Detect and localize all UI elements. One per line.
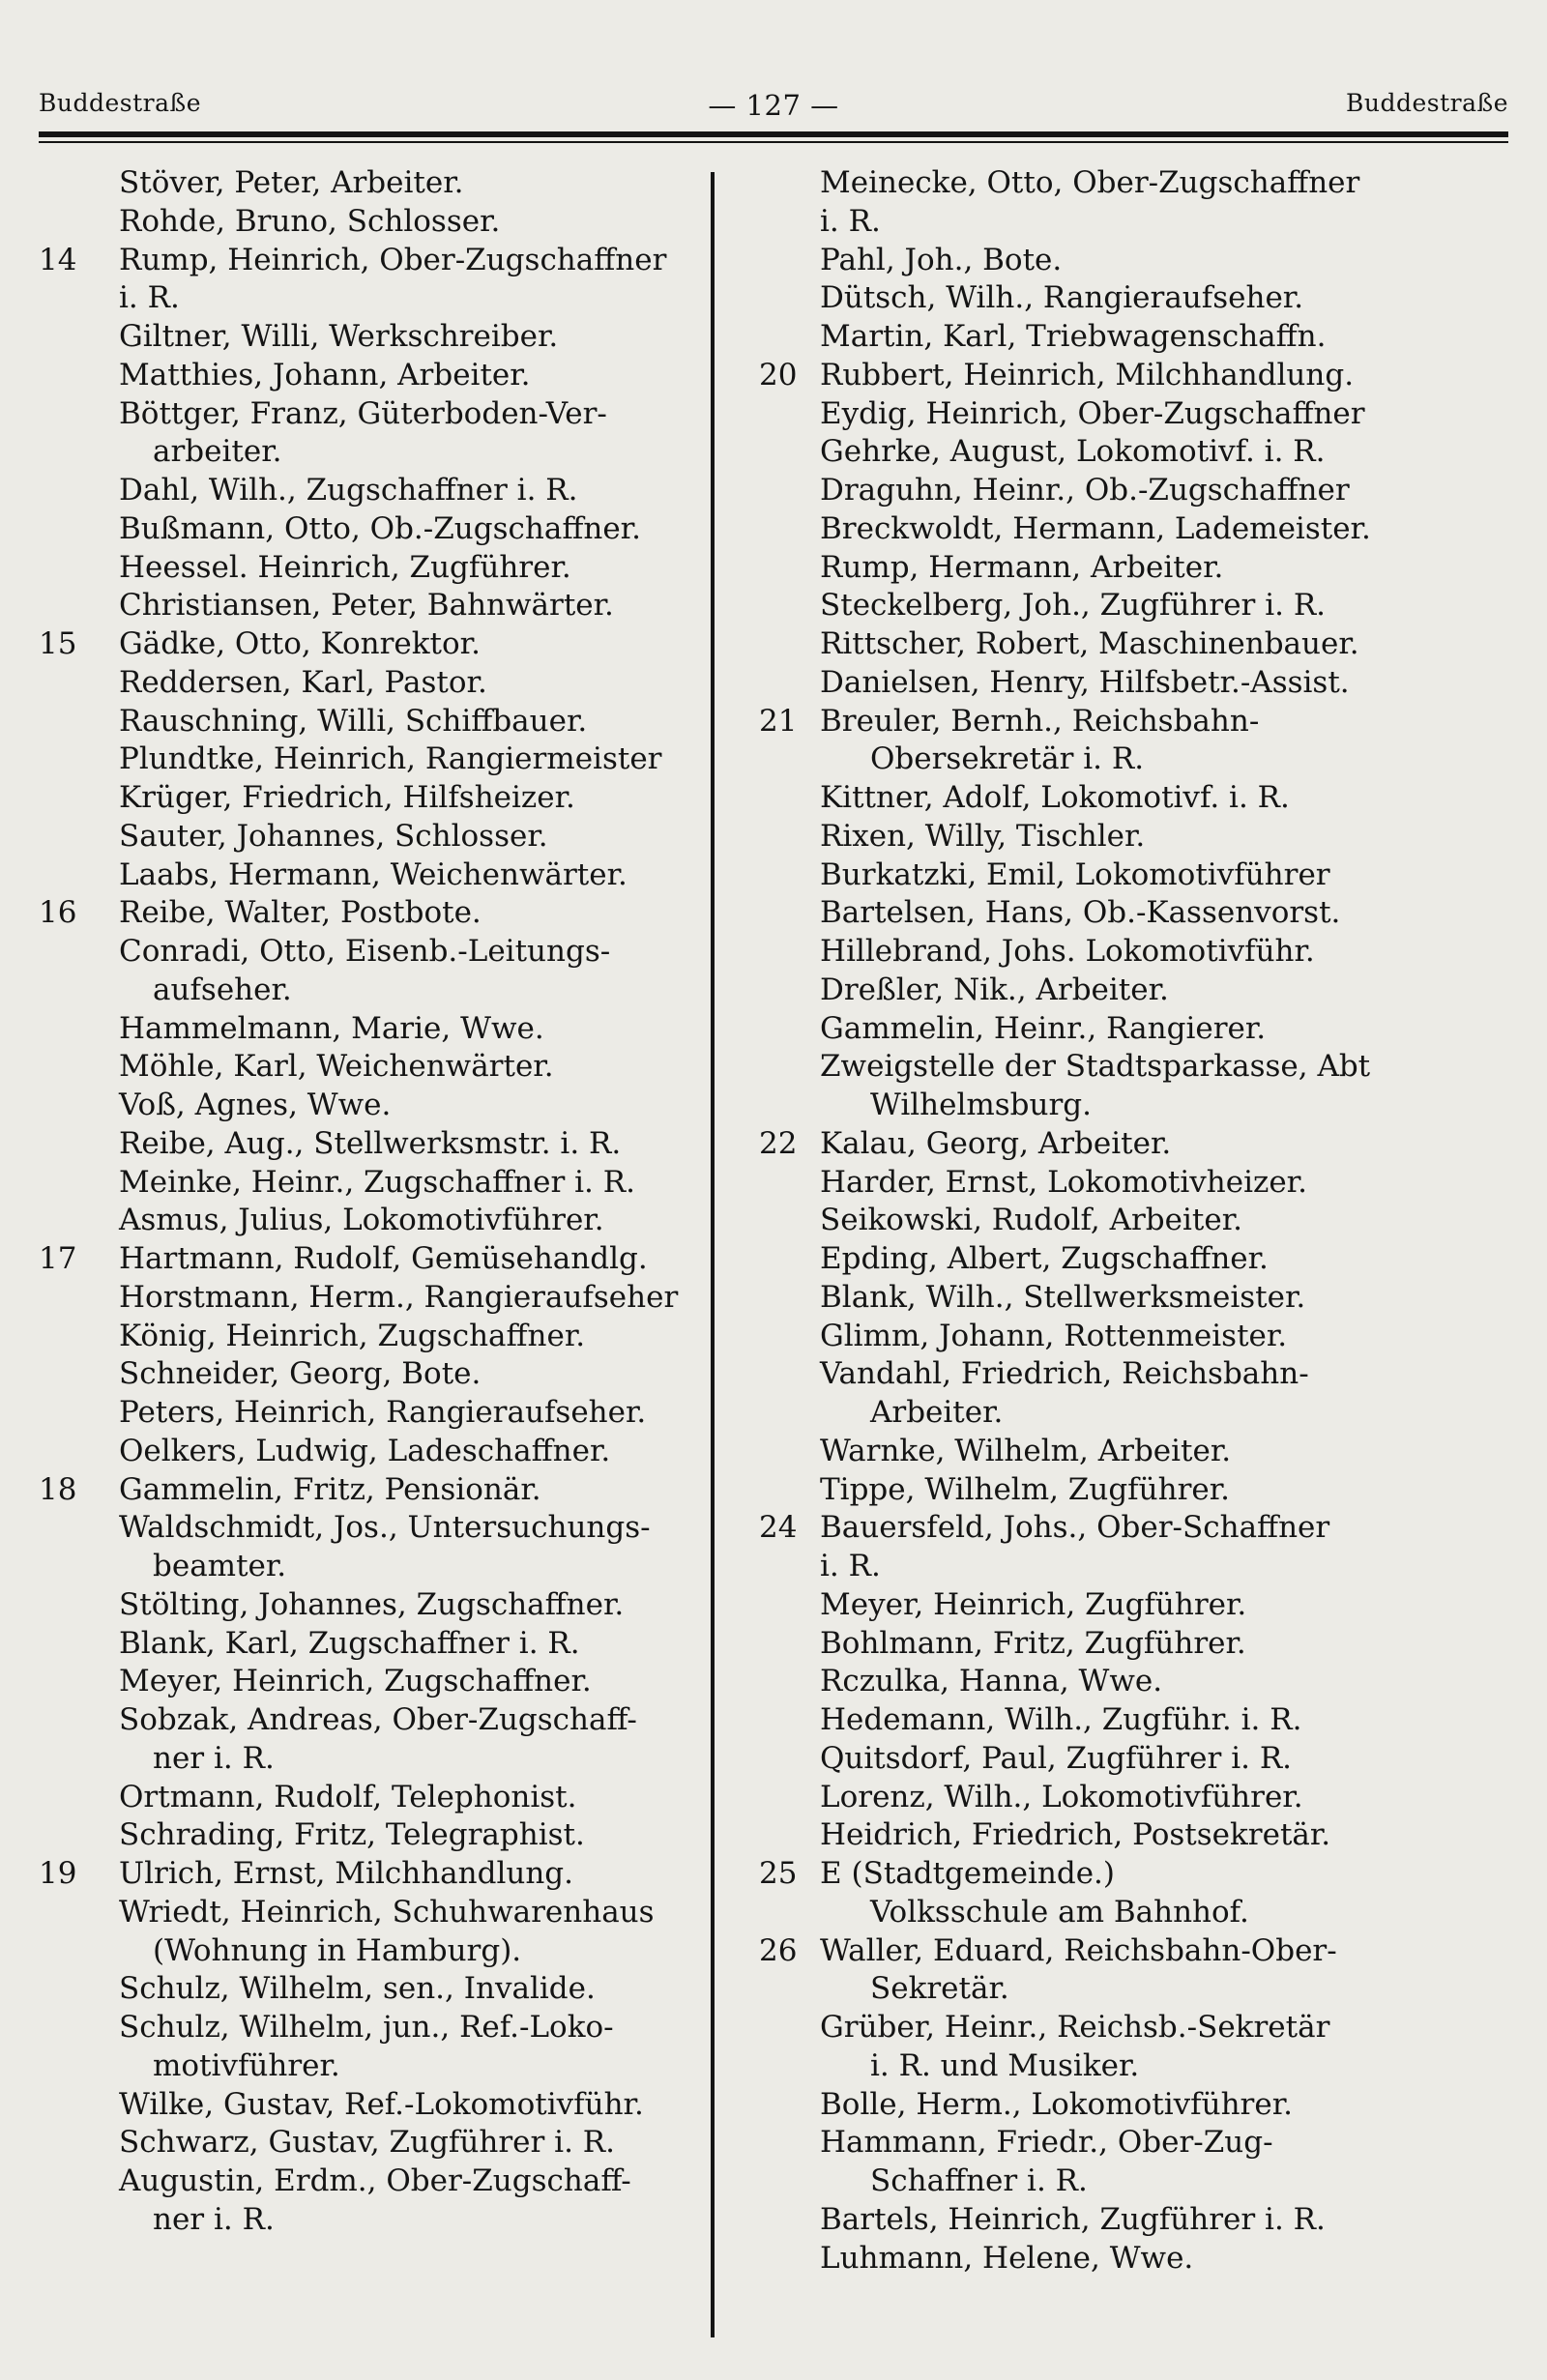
entry-text: Burkatzki, Emil, Lokomotivführer xyxy=(820,856,1330,892)
entry-text: Dütsch, Wilh., Rangieraufseher. xyxy=(820,280,1304,316)
entry-text: motivführer. xyxy=(153,2047,340,2083)
entry-text: Hedemann, Wilh., Zugführ. i. R. xyxy=(820,1702,1302,1737)
directory-entry xyxy=(39,818,706,856)
entry-text: Wilke, Gustav, Ref.-Lokomotivführ. xyxy=(119,2086,644,2122)
page-number: — 127 — xyxy=(708,89,839,122)
entry-text: Lorenz, Wilh., Lokomotivführer. xyxy=(820,1779,1303,1814)
entry-text: Sauter, Johannes, Schlosser. xyxy=(119,818,548,854)
directory-entry xyxy=(39,1779,706,1817)
entry-text: Reddersen, Karl, Pastor. xyxy=(119,664,487,700)
entry-text: Tippe, Wilhelm, Zugführer. xyxy=(820,1471,1230,1507)
entry-text: Sekretär. xyxy=(870,1971,1009,2007)
directory-entry xyxy=(754,1318,1518,1356)
entry-text: Warnke, Wilhelm, Arbeiter. xyxy=(820,1433,1232,1468)
entry-text: Rczulka, Hanna, Wwe. xyxy=(820,1664,1163,1699)
directory-entry xyxy=(39,2162,706,2201)
directory-entry xyxy=(39,587,706,625)
directory-entry xyxy=(754,472,1518,510)
entry-text: Seikowski, Rudolf, Arbeiter. xyxy=(820,1203,1242,1238)
entry-text: Plundtke, Heinrich, Rangiermeister xyxy=(119,741,662,777)
column-divider xyxy=(711,172,715,2337)
entry-text: Horstmann, Herm., Rangieraufseher xyxy=(119,1279,679,1315)
right-column xyxy=(754,164,1518,2278)
directory-entry xyxy=(754,2009,1518,2047)
directory-entry xyxy=(754,894,1518,933)
house-number: 21 xyxy=(759,703,798,739)
directory-entry xyxy=(754,1701,1518,1740)
entry-text: Rump, Hermann, Arbeiter. xyxy=(820,549,1224,585)
entry-text: Quitsdorf, Paul, Zugführer i. R. xyxy=(820,1740,1293,1776)
directory-entry xyxy=(754,856,1518,895)
entry-text: Ortmann, Rudolf, Telephonist. xyxy=(119,1779,577,1814)
directory-entry xyxy=(39,1433,706,1471)
entry-text: i. R. und Musiker. xyxy=(870,2047,1140,2083)
directory-entry xyxy=(754,1355,1518,1394)
entry-text: Schwarz, Gustav, Zugführer i. R. xyxy=(119,2125,615,2161)
entry-text: Asmus, Julius, Lokomotivführer. xyxy=(119,1203,604,1238)
directory-entry xyxy=(39,1932,706,1971)
entry-text: Reibe, Aug., Stellwerksmstr. i. R. xyxy=(119,1125,622,1161)
entry-text: Draguhn, Heinr., Ob.-Zugschaffner xyxy=(820,473,1350,508)
entry-text: König, Heinrich, Zugschaffner. xyxy=(119,1318,586,1353)
header-street-left: Buddestraße xyxy=(39,89,201,117)
house-number: 26 xyxy=(759,1932,798,1968)
entry-text: Wilhelmsburg. xyxy=(870,1088,1093,1122)
entry-text: Augustin, Erdm., Ober-Zugschaff- xyxy=(119,2163,631,2198)
directory-entry xyxy=(754,779,1518,818)
directory-entry xyxy=(754,1894,1518,1932)
directory-entry xyxy=(754,2047,1518,2086)
entry-text: Rittscher, Robert, Maschinenbauer. xyxy=(820,626,1359,661)
directory-entry xyxy=(39,1816,706,1855)
house-number: 18 xyxy=(39,1471,77,1507)
house-number: 25 xyxy=(759,1856,798,1891)
directory-entry xyxy=(39,1471,706,1510)
entry-text: Gammelin, Fritz, Pensionär. xyxy=(119,1471,541,1507)
directory-entry xyxy=(39,740,706,779)
house-number: 17 xyxy=(39,1241,77,1276)
entry-text: Conradi, Otto, Eisenb.-Leitungs- xyxy=(119,934,611,969)
directory-entry xyxy=(39,1970,706,2009)
directory-entry xyxy=(754,433,1518,472)
entry-text: Peters, Heinrich, Rangieraufseher. xyxy=(119,1395,647,1430)
directory-entry xyxy=(754,2201,1518,2240)
entry-text: Bußmann, Otto, Ob.-Zugschaffner. xyxy=(119,510,641,546)
directory-entry xyxy=(754,2124,1518,2162)
entry-text: Schulz, Wilhelm, jun., Ref.-Loko- xyxy=(119,2010,614,2045)
directory-entry xyxy=(754,1816,1518,1855)
entry-text: Danielsen, Henry, Hilfsbetr.-Assist. xyxy=(820,664,1350,700)
directory-entry xyxy=(754,1202,1518,1240)
directory-entry xyxy=(39,1164,706,1203)
entry-text: Ulrich, Ernst, Milchhandlung. xyxy=(119,1856,573,1891)
entry-text: Voß, Agnes, Wwe. xyxy=(119,1088,392,1122)
directory-entry xyxy=(754,818,1518,856)
directory-entry xyxy=(754,1625,1518,1664)
house-number: 15 xyxy=(39,626,77,661)
directory-entry xyxy=(754,1932,1518,1971)
entry-text: Matthies, Johann, Arbeiter. xyxy=(119,357,531,392)
house-number: 16 xyxy=(39,895,77,931)
directory-entry xyxy=(754,1125,1518,1164)
entry-text: Hartmann, Rudolf, Gemüsehandlg. xyxy=(119,1241,648,1276)
directory-entry xyxy=(754,1164,1518,1203)
directory-entry xyxy=(39,549,706,588)
entry-text: Bartels, Heinrich, Zugführer i. R. xyxy=(820,2201,1326,2237)
directory-entry xyxy=(39,625,706,664)
header-rule-thin xyxy=(39,141,1508,143)
entry-text: Blank, Karl, Zugschaffner i. R. xyxy=(119,1625,580,1661)
entry-text: E (Stadtgemeinde.) xyxy=(820,1856,1116,1891)
directory-entry xyxy=(754,933,1518,972)
entry-text: Breckwoldt, Hermann, Lademeister. xyxy=(820,510,1371,546)
entry-text: Pahl, Joh., Bote. xyxy=(820,242,1063,277)
directory-entry xyxy=(39,279,706,318)
header-street-right: Buddestraße xyxy=(1346,89,1508,117)
entry-text: Oelkers, Ludwig, Ladeschaffner. xyxy=(119,1433,611,1468)
directory-entry xyxy=(39,664,706,703)
entry-text: (Wohnung in Hamburg). xyxy=(153,1932,522,1968)
entry-text: Meyer, Heinrich, Zugführer. xyxy=(820,1586,1247,1622)
entry-text: Hammann, Friedr., Ober-Zug- xyxy=(820,2125,1273,2161)
entry-text: Dreßler, Nik., Arbeiter. xyxy=(820,972,1169,1007)
directory-entry xyxy=(39,972,706,1010)
directory-entry xyxy=(39,1279,706,1318)
directory-entry xyxy=(754,740,1518,779)
directory-entry xyxy=(754,1548,1518,1586)
directory-entry xyxy=(754,279,1518,318)
entry-text: Blank, Wilh., Stellwerksmeister. xyxy=(820,1279,1306,1315)
entry-text: Dahl, Wilh., Zugschaffner i. R. xyxy=(119,473,578,508)
directory-entry xyxy=(39,1010,706,1049)
directory-entry xyxy=(39,433,706,472)
directory-entry xyxy=(39,164,706,203)
entry-text: beamter. xyxy=(153,1549,287,1583)
directory-entry xyxy=(39,1740,706,1779)
house-number: 22 xyxy=(759,1125,798,1161)
entry-text: Rauschning, Willi, Schiffbauer. xyxy=(119,703,588,739)
directory-entry xyxy=(754,1586,1518,1625)
entry-text: Kittner, Adolf, Lokomotivf. i. R. xyxy=(820,780,1290,815)
directory-entry xyxy=(754,318,1518,357)
directory-entry xyxy=(754,510,1518,549)
entry-text: Schulz, Wilhelm, sen., Invalide. xyxy=(119,1971,596,2007)
directory-entry xyxy=(754,972,1518,1010)
directory-entry xyxy=(39,894,706,933)
directory-entry xyxy=(39,2201,706,2240)
entry-text: Hammelmann, Marie, Wwe. xyxy=(119,1010,544,1046)
entry-text: Grüber, Heinr., Reichsb.-Sekretär xyxy=(820,2010,1330,2045)
directory-entry xyxy=(754,1855,1518,1894)
directory-entry xyxy=(754,664,1518,703)
directory-entry xyxy=(39,1355,706,1394)
entry-text: Rubbert, Heinrich, Milchhandlung. xyxy=(820,357,1355,392)
entry-text: Glimm, Johann, Rottenmeister. xyxy=(820,1318,1288,1353)
directory-entry xyxy=(39,242,706,280)
entry-text: Obersekretär i. R. xyxy=(870,741,1145,777)
directory-entry xyxy=(39,510,706,549)
directory-entry xyxy=(754,1279,1518,1318)
entry-text: Krüger, Friedrich, Hilfsheizer. xyxy=(119,780,575,815)
entry-text: Eydig, Heinrich, Ober-Zugschaffner xyxy=(820,395,1365,431)
directory-entry xyxy=(39,1318,706,1356)
directory-entry xyxy=(754,1394,1518,1433)
entry-text: Stöver, Peter, Arbeiter. xyxy=(119,165,464,200)
directory-entry xyxy=(754,1509,1518,1548)
entry-text: Kalau, Georg, Arbeiter. xyxy=(820,1125,1172,1161)
entry-text: Epding, Albert, Zugschaffner. xyxy=(820,1241,1269,1276)
house-number: 24 xyxy=(759,1510,798,1546)
directory-entry xyxy=(39,1701,706,1740)
entry-text: Heidrich, Friedrich, Postsekretär. xyxy=(820,1817,1331,1853)
directory-entry xyxy=(754,203,1518,242)
header-rule-thick xyxy=(39,131,1508,137)
directory-entry xyxy=(754,1010,1518,1049)
entry-text: Rixen, Willy, Tischler. xyxy=(820,818,1146,854)
entry-text: Volksschule am Bahnhof. xyxy=(870,1894,1249,1930)
entry-text: Rohde, Bruno, Schlosser. xyxy=(119,203,501,239)
entry-text: Möhle, Karl, Weichenwärter. xyxy=(119,1049,554,1085)
entry-text: i. R. xyxy=(820,1549,881,1583)
house-number: 19 xyxy=(39,1856,77,1891)
entry-text: Bauersfeld, Johs., Ober-Schaffner xyxy=(820,1510,1330,1546)
house-number: 14 xyxy=(39,242,77,277)
entry-text: Waldschmidt, Jos., Untersuchungs- xyxy=(119,1510,651,1546)
directory-entry xyxy=(39,357,706,395)
directory-entry xyxy=(754,2240,1518,2278)
directory-entry xyxy=(754,1779,1518,1817)
directory-entry xyxy=(39,1509,706,1548)
entry-text: Schrading, Fritz, Telegraphist. xyxy=(119,1817,585,1853)
directory-entry xyxy=(39,856,706,895)
directory-entry xyxy=(39,2086,706,2125)
directory-entry xyxy=(39,472,706,510)
directory-entry xyxy=(754,1471,1518,1510)
directory-entry xyxy=(754,1087,1518,1125)
entry-text: Wriedt, Heinrich, Schuhwarenhaus xyxy=(119,1894,655,1930)
entry-text: Zweigstelle der Stadtsparkasse, Abt xyxy=(820,1049,1371,1085)
directory-entry xyxy=(754,1240,1518,1279)
entry-text: ner i. R. xyxy=(153,1740,275,1776)
directory-entry xyxy=(39,933,706,972)
directory-entry xyxy=(754,625,1518,664)
entry-text: ner i. R. xyxy=(153,2201,275,2237)
directory-entry xyxy=(754,395,1518,434)
entry-text: Laabs, Hermann, Weichenwärter. xyxy=(119,856,628,892)
house-number: 20 xyxy=(759,357,798,392)
entry-text: Schneider, Georg, Bote. xyxy=(119,1356,482,1392)
directory-entry xyxy=(754,1433,1518,1471)
directory-entry xyxy=(754,549,1518,588)
left-column xyxy=(39,164,706,2240)
directory-entry xyxy=(754,242,1518,280)
entry-text: Gädke, Otto, Konrektor. xyxy=(119,626,481,661)
entry-text: Schaffner i. R. xyxy=(870,2163,1088,2198)
entry-text: i. R. xyxy=(119,280,180,316)
directory-entry xyxy=(39,2009,706,2047)
entry-text: Gammelin, Heinr., Rangierer. xyxy=(820,1010,1267,1046)
entry-text: Meinecke, Otto, Ober-Zugschaffner xyxy=(820,165,1360,200)
directory-entry xyxy=(754,357,1518,395)
directory-entry xyxy=(39,1548,706,1586)
entry-text: Rump, Heinrich, Ober-Zugschaffner xyxy=(119,242,667,277)
entry-text: aufseher. xyxy=(153,972,292,1007)
directory-entry xyxy=(754,164,1518,203)
entry-text: Gehrke, August, Lokomotivf. i. R. xyxy=(820,434,1326,470)
directory-entry xyxy=(754,2086,1518,2125)
entry-text: Reibe, Walter, Postbote. xyxy=(119,895,482,931)
directory-entry xyxy=(39,1625,706,1664)
entry-text: Giltner, Willi, Werkschreiber. xyxy=(119,319,559,354)
entry-text: Breuler, Bernh., Reichsbahn- xyxy=(820,703,1260,739)
entry-text: Meyer, Heinrich, Zugschaffner. xyxy=(119,1664,592,1699)
entry-text: arbeiter. xyxy=(153,434,282,470)
directory-entry xyxy=(39,318,706,357)
entry-text: Sobzak, Andreas, Ober-Zugschaff- xyxy=(119,1702,637,1737)
directory-entry xyxy=(39,1048,706,1087)
directory-entry xyxy=(754,587,1518,625)
directory-entry xyxy=(754,2162,1518,2201)
entry-text: Böttger, Franz, Güterboden-Ver- xyxy=(119,395,607,431)
entry-text: Arbeiter. xyxy=(870,1395,1004,1430)
entry-text: Martin, Karl, Triebwagenschaffn. xyxy=(820,319,1327,354)
directory-entry xyxy=(39,1202,706,1240)
directory-entry xyxy=(39,1855,706,1894)
directory-entry xyxy=(39,779,706,818)
directory-entry xyxy=(754,1663,1518,1701)
entry-text: Bolle, Herm., Lokomotivführer. xyxy=(820,2086,1293,2122)
entry-text: Heessel. Heinrich, Zugführer. xyxy=(119,549,571,585)
entry-text: Steckelberg, Joh., Zugführer i. R. xyxy=(820,588,1327,624)
directory-entry xyxy=(754,1048,1518,1087)
entry-text: Stölting, Johannes, Zugschaffner. xyxy=(119,1586,625,1622)
directory-entry xyxy=(39,1125,706,1164)
page-header xyxy=(39,89,1508,128)
entry-text: Vandahl, Friedrich, Reichsbahn- xyxy=(820,1356,1309,1392)
directory-entry xyxy=(754,703,1518,741)
entry-text: Hillebrand, Johs. Lokomotivführ. xyxy=(820,934,1315,969)
directory-entry xyxy=(39,1663,706,1701)
entry-text: i. R. xyxy=(820,203,881,239)
directory-entry xyxy=(39,2047,706,2086)
directory-entry xyxy=(754,1740,1518,1779)
directory-entry xyxy=(39,2124,706,2162)
directory-entry xyxy=(39,395,706,434)
entry-text: Bohlmann, Fritz, Zugführer. xyxy=(820,1625,1246,1661)
directory-entry xyxy=(39,1240,706,1279)
entry-text: Christiansen, Peter, Bahnwärter. xyxy=(119,588,614,624)
entry-text: Luhmann, Helene, Wwe. xyxy=(820,2240,1194,2276)
directory-entry xyxy=(39,203,706,242)
entry-text: Harder, Ernst, Lokomotivheizer. xyxy=(820,1164,1307,1200)
directory-entry xyxy=(754,1970,1518,2009)
directory-entry xyxy=(39,1394,706,1433)
directory-entry xyxy=(39,1087,706,1125)
entry-text: Bartelsen, Hans, Ob.-Kassenvorst. xyxy=(820,895,1341,931)
directory-entry xyxy=(39,1586,706,1625)
directory-entry xyxy=(39,1894,706,1932)
entry-text: Meinke, Heinr., Zugschaffner i. R. xyxy=(119,1164,635,1200)
entry-text: Waller, Eduard, Reichsbahn-Ober- xyxy=(820,1932,1337,1968)
directory-entry xyxy=(39,703,706,741)
